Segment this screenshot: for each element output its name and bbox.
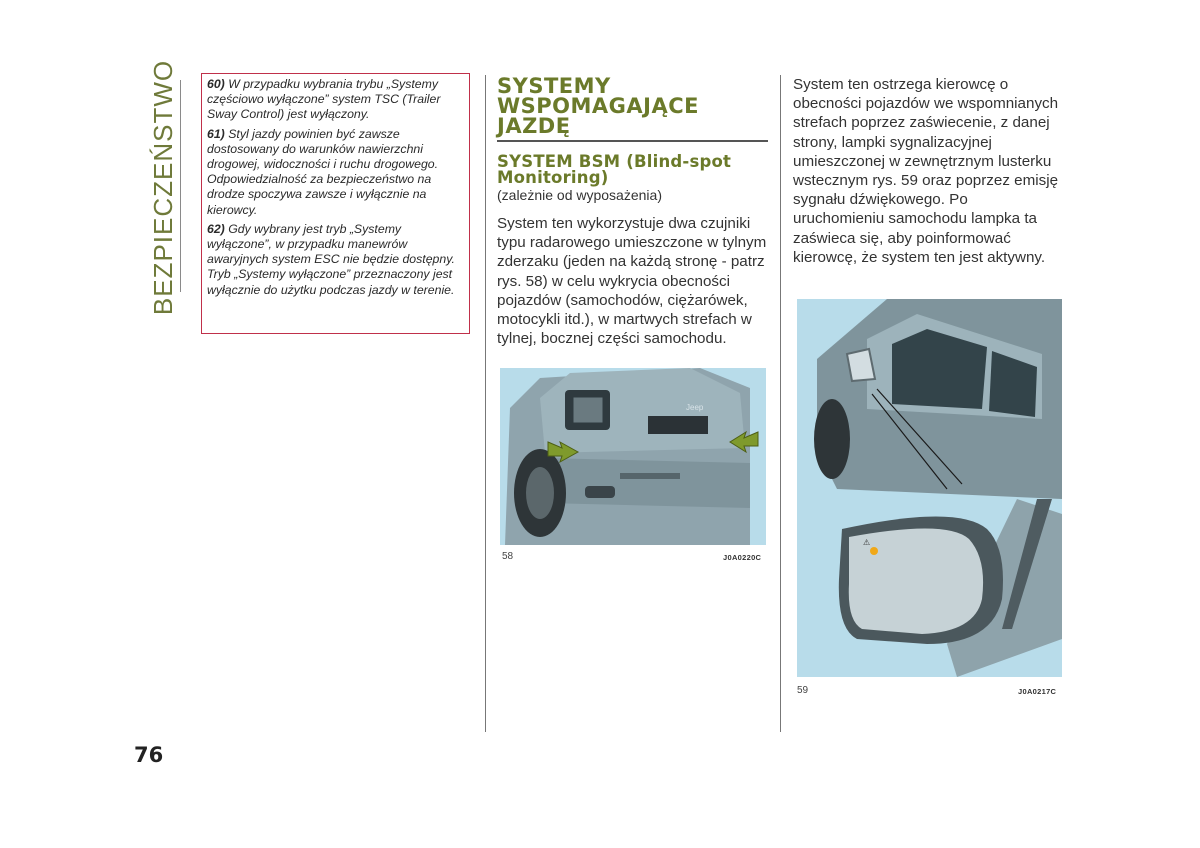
- note-number: 61): [207, 126, 225, 141]
- figure-58-rear-sensors: [500, 368, 766, 545]
- warning-notes-box: [201, 73, 470, 334]
- paragraph-bsm-warning: System ten ostrzega kierowcę o obecności pojazdów we wspomnianych strefach poprzez zaświecenie, z danej strony, lampki sygnalizacyjnej umieszczonej w zewnętrznym lusterku wstecznym rys. 59 oraz poprzez emisję sygnału dźwiękowego. Po uruchomieniu samochodu lampka ta zaświeca się, aby poinformować kierowcę, że system ten jest aktywny.: [793, 76, 1059, 266]
- blind-spot-icon: ⚠: [863, 538, 871, 547]
- column-right: [793, 75, 1063, 267]
- paragraph-bsm-sensors: System ten wykorzystuje dwa czujniki typu radarowego umieszczone w tylnym zderzaku (jeden na każdą stronę - patrz rys. 58) w celu wykrycia obecności pojazdów (samochodów, ciężarówek, motocykli itd.), w martwych strefach w tylnej, bocznej części samochodu.: [497, 215, 767, 348]
- jeep-badge: Jeep: [686, 403, 704, 412]
- mirror-illustration: [797, 299, 1062, 677]
- figure-59-number: 59: [797, 685, 809, 696]
- heading-underline: [497, 140, 768, 142]
- note-text: Gdy wybrany jest tryb „Systemy wyłączone”, w przypadku manewrów awaryjnych system ESC nie będzie dostępny. Tryb „Systemy wyłączone” przeznaczony jest wyłącznie do użytku podczas jazdy w terenie.: [207, 221, 455, 297]
- chapter-divider: [180, 80, 181, 292]
- figure-59-mirror-warning: [797, 299, 1062, 677]
- note-text: W przypadku wybrania trybu „Systemy częściowo wyłączone” system TSC (Trailer Sway Control) jest wyłączony.: [207, 77, 441, 122]
- subsection-note: (zależnie od wyposażenia): [497, 187, 662, 203]
- chapter-title-text: BEZPIECZEŃSTWO: [148, 59, 179, 316]
- page-number: 76: [134, 743, 164, 767]
- note-number: 60): [207, 77, 225, 91]
- column-divider: [485, 75, 486, 732]
- column-divider: [780, 75, 781, 732]
- column-main: [497, 76, 769, 348]
- figure-58-number: 58: [502, 551, 514, 562]
- figure-59-code: J0A0217C: [1018, 687, 1057, 696]
- rear-car-illustration: [500, 368, 766, 545]
- figure-58-code: J0A0220C: [723, 553, 762, 562]
- chapter-title: [146, 59, 182, 316]
- subsection-heading: SYSTEM BSM (Blind-spot Monitoring): [497, 152, 732, 187]
- note-61: [207, 127, 464, 218]
- note-62: [207, 222, 464, 298]
- note-60: [207, 77, 464, 123]
- note-number: 62): [207, 221, 225, 236]
- note-text: Styl jazdy powinien być zawsze dostosowany do warunków nawierzchni drogowej, widoczności i ruchu drogowego. Odpowiedzialność za bezpieczeństwo na drodze spoczywa zawsze i wyłącznie na kierowcy.: [207, 126, 439, 217]
- section-heading: SYSTEMY WSPOMAGAJĄCE JAZDĘ: [497, 74, 699, 138]
